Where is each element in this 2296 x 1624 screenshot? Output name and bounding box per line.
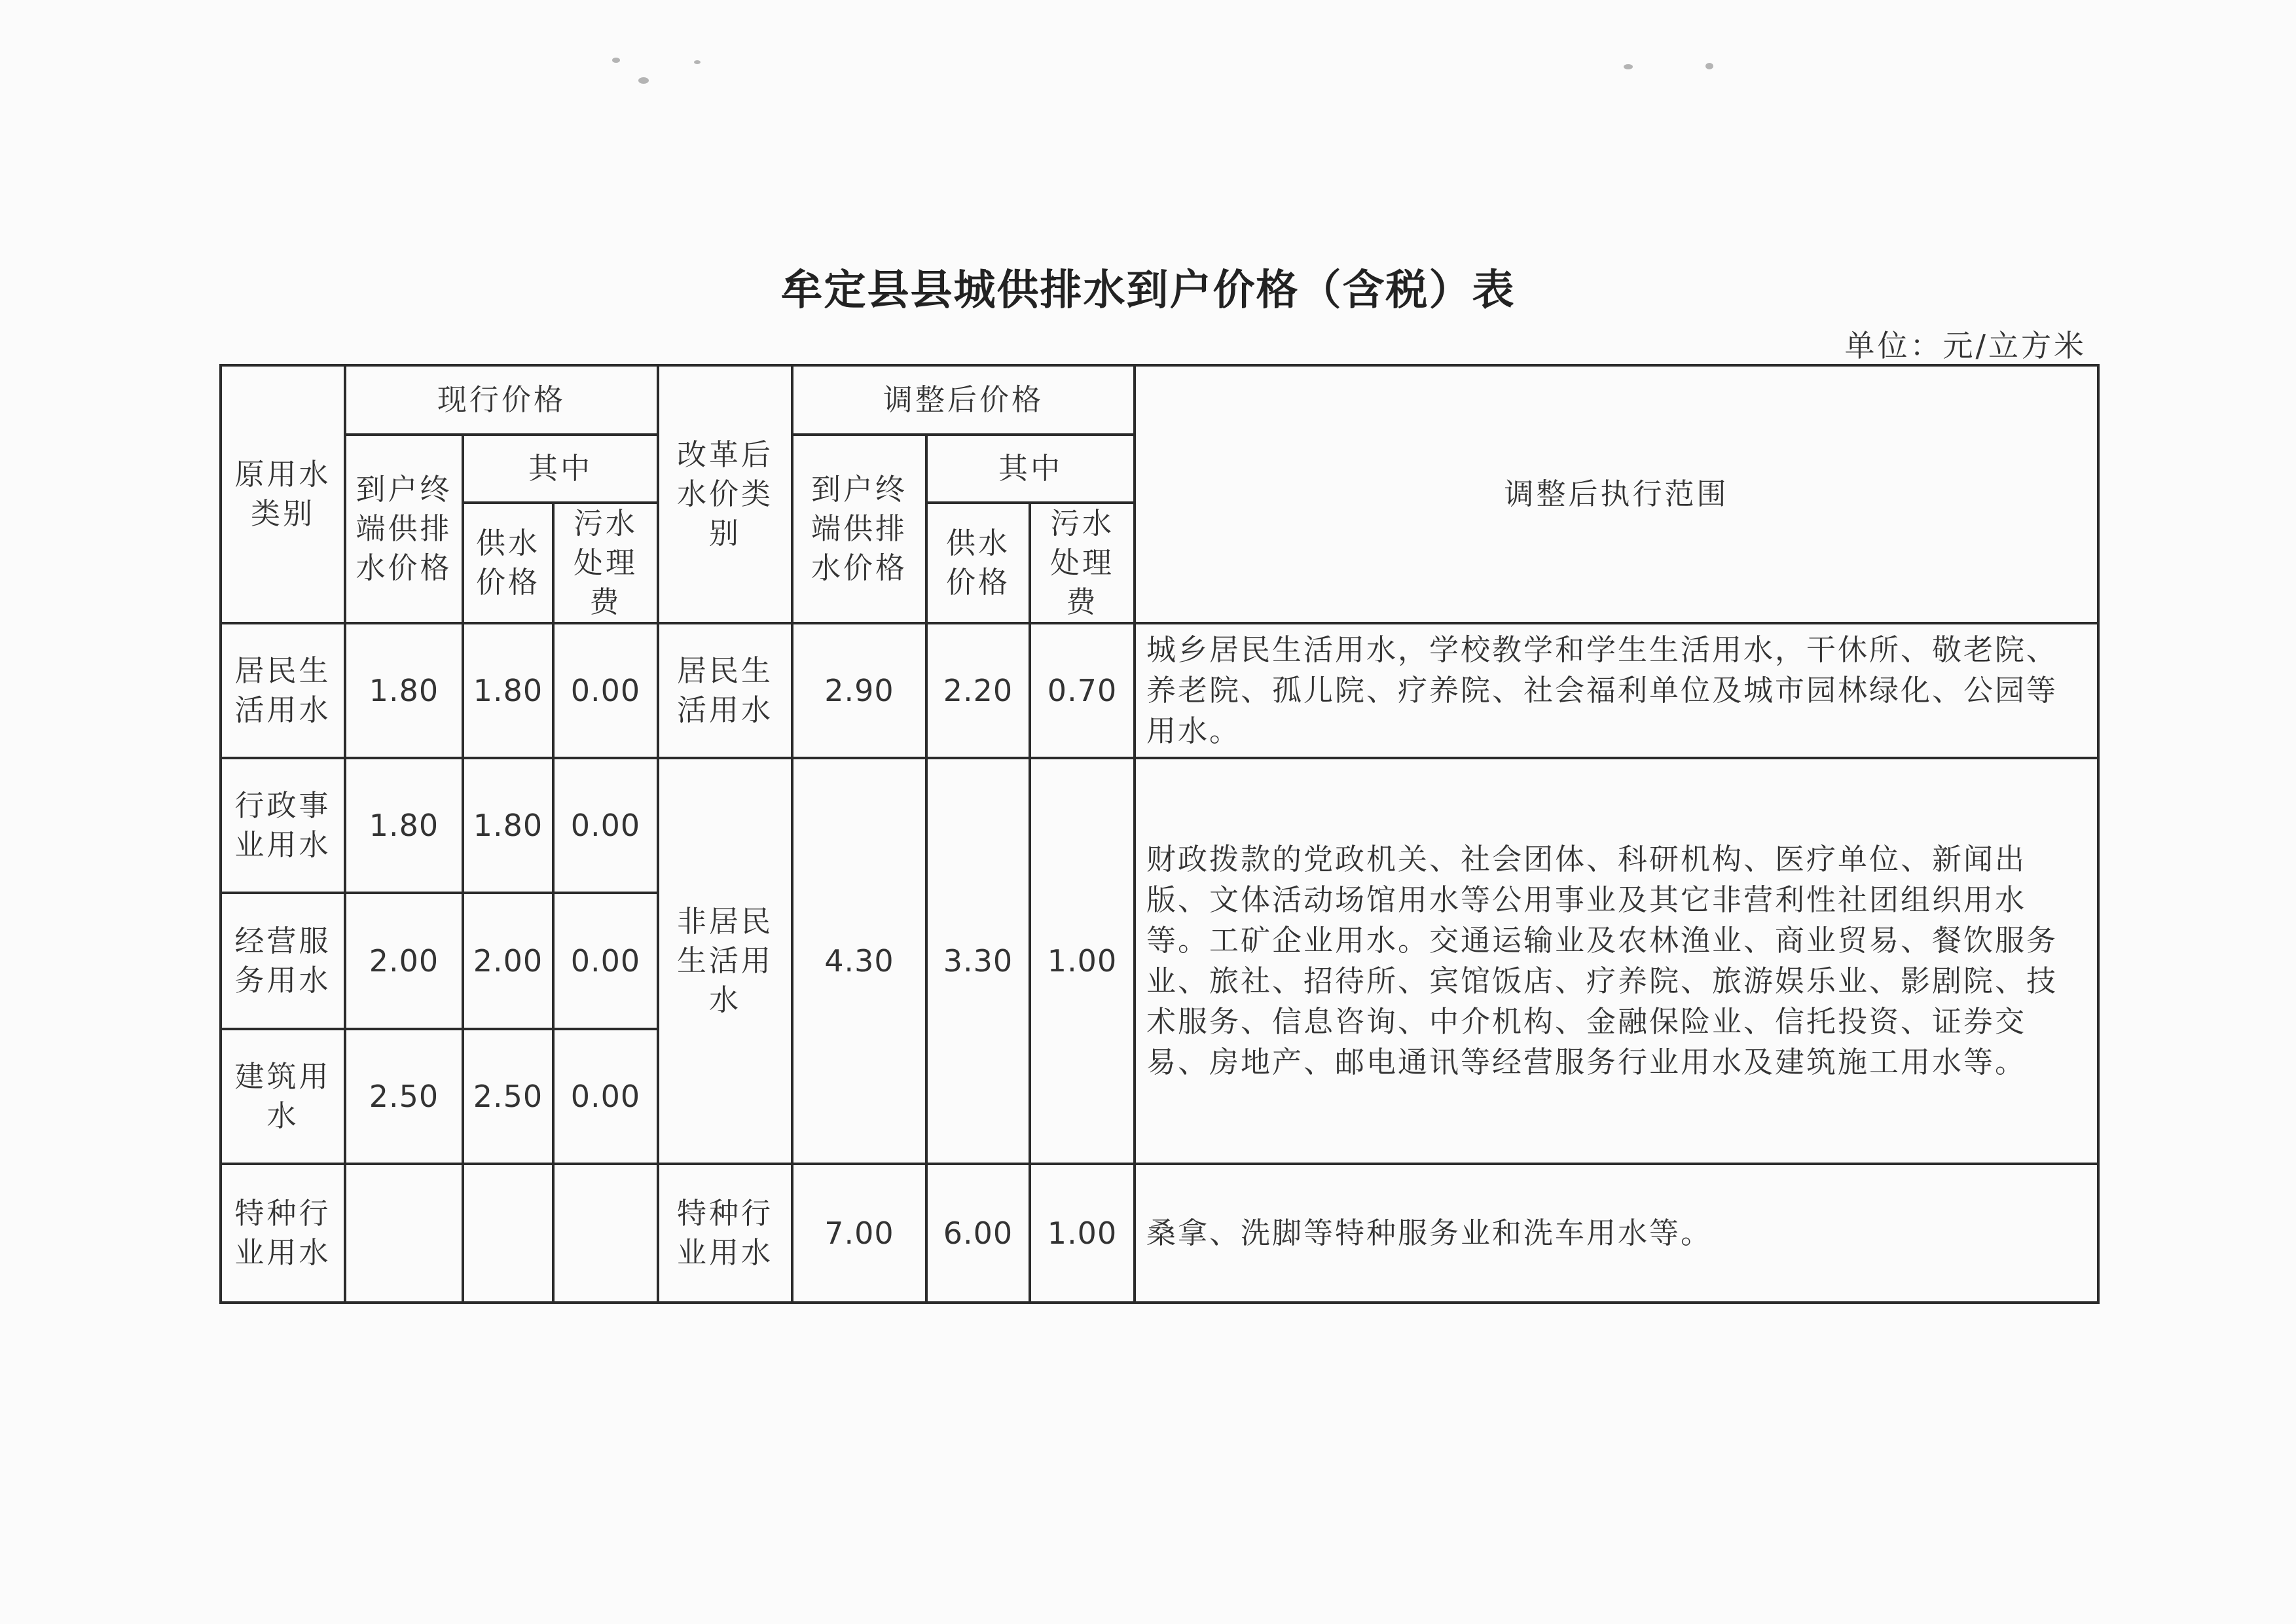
scan-speck [1624,64,1633,69]
terminal-price-cell: 1.80 [345,758,463,893]
sewage-fee-cell: 0.00 [553,1029,658,1164]
reform-type-cell: 居民生活用水 [658,623,792,758]
price-table [219,364,2100,1304]
adj-terminal-price-cell: 7.00 [792,1164,926,1303]
header-adj-sewage-fee: 污水处理费 [1030,503,1135,623]
orig-type-cell: 经营服务用水 [221,893,345,1029]
orig-type-cell: 建筑用水 [221,1029,345,1164]
adj-sewage-fee-cell: 1.00 [1030,1164,1135,1303]
adj-sewage-fee-cell: 0.70 [1030,623,1135,758]
scope-cell: 城乡居民生活用水，学校教学和学生生活用水，干休所、敬老院、养老院、孤儿院、疗养院、社会福利单位及城市园林绿化、公园等用水。 [1135,623,2098,758]
header-terminal-price: 到户终端供排水价格 [345,435,463,623]
scan-speck [638,77,649,84]
terminal-price-cell: 2.50 [345,1029,463,1164]
header-reform-type: 改革后水价类别 [658,365,792,623]
adj-supply-price-cell: 6.00 [926,1164,1030,1303]
orig-type-cell: 居民生活用水 [221,623,345,758]
reform-type-cell: 非居民生活用水 [658,758,792,1164]
header-scope: 调整后执行范围 [1135,365,2098,623]
table-row [221,623,2098,758]
adj-supply-price-cell: 2.20 [926,623,1030,758]
scan-speck [612,58,620,63]
header-sewage-fee: 污水处理费 [553,503,658,623]
adj-supply-price-cell: 3.30 [926,758,1030,1164]
table-row [221,1164,2098,1303]
header-adj-terminal-price: 到户终端供排水价格 [792,435,926,623]
header-adj-supply-price: 供水价格 [926,503,1030,623]
scan-speck [694,60,701,64]
scan-speck [1705,63,1713,69]
terminal-price-cell: 2.00 [345,893,463,1029]
adj-terminal-price-cell: 4.30 [792,758,926,1164]
header-supply-price: 供水价格 [463,503,553,623]
sewage-fee-cell: 0.00 [553,623,658,758]
supply-price-cell: 2.50 [463,1029,553,1164]
adj-sewage-fee-cell: 1.00 [1030,758,1135,1164]
sewage-fee-cell: 0.00 [553,893,658,1029]
header-of-which: 其中 [463,435,658,503]
supply-price-cell: 1.80 [463,758,553,893]
adj-terminal-price-cell: 2.90 [792,623,926,758]
header-adj-of-which: 其中 [926,435,1135,503]
unit-label: 单位：元/立方米 [1844,328,2086,363]
header-adjusted-price: 调整后价格 [792,365,1135,435]
sewage-fee-cell [553,1164,658,1303]
supply-price-cell: 1.80 [463,623,553,758]
supply-price-cell [463,1164,553,1303]
sewage-fee-cell: 0.00 [553,758,658,893]
terminal-price-cell [345,1164,463,1303]
orig-type-cell: 特种行业用水 [221,1164,345,1303]
reform-type-cell: 特种行业用水 [658,1164,792,1303]
header-orig-type: 原用水类别 [221,365,345,623]
scope-cell: 桑拿、洗脚等特种服务业和洗车用水等。 [1135,1164,2098,1303]
table-row [221,758,2098,893]
scope-cell: 财政拨款的党政机关、社会团体、科研机构、医疗单位、新闻出版、文体活动场馆用水等公用事业及其它非营利性社团组织用水等。工矿企业用水。交通运输业及农林渔业、商业贸易、餐饮服务业、旅社、招待所、宾馆饭店、疗养院、旅游娱乐业、影剧院、技术服务、信息咨询、中介机构、金融保险业、信托投资、证券交易、房地产、邮电通讯等经营服务行业用水及建筑施工用水等。 [1135,758,2098,1164]
orig-type-cell: 行政事业用水 [221,758,345,893]
document-title: 牟定县县城供排水到户价格（含税）表 [780,266,1516,315]
terminal-price-cell: 1.80 [345,623,463,758]
header-current-price: 现行价格 [345,365,658,435]
supply-price-cell: 2.00 [463,893,553,1029]
